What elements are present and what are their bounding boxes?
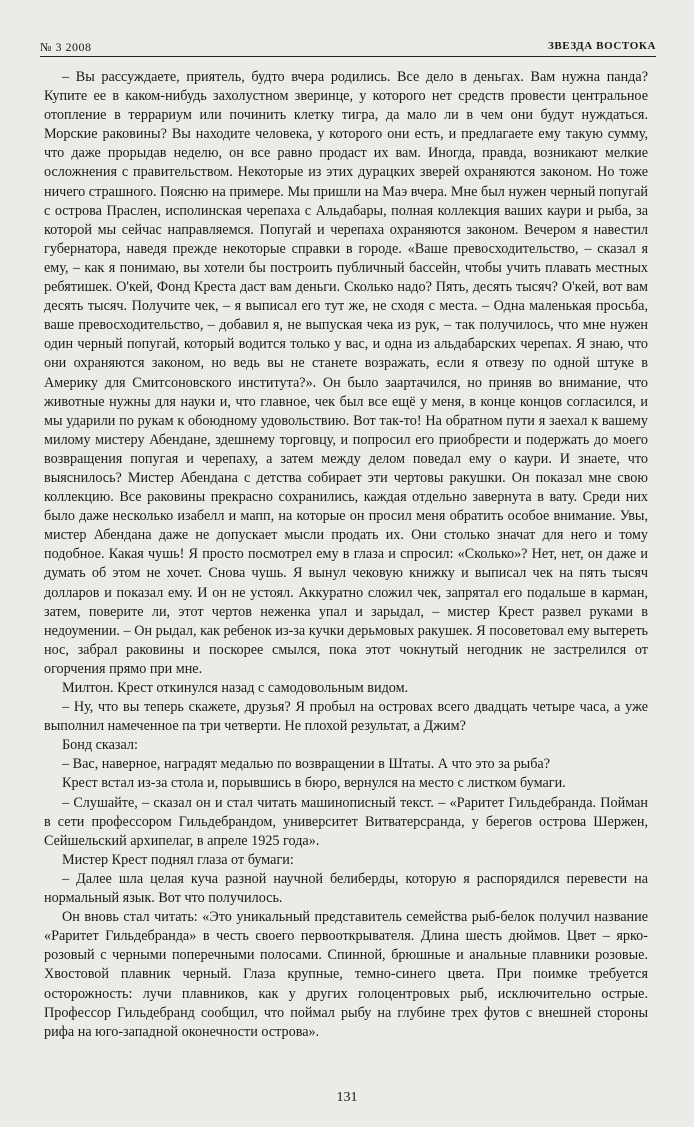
- paragraph: Милтон. Крест откинулся назад с самодовольным видом.: [62, 680, 409, 696]
- journal-title: ЗВЕЗДА ВОСТОКА: [547, 40, 656, 52]
- paragraph: Бонд сказал:: [62, 737, 138, 754]
- issue-number: № 3 2008: [40, 40, 92, 54]
- page-number: 131: [336, 1090, 358, 1105]
- running-header: [40, 40, 656, 57]
- paragraph: – Вы рассуждаете, приятель, будто вчера родились. Все дело в деньгах. Вам нужна панда? Купите ее в каком-нибудь захолустном зверинце, у которого нет средств провести центральное отопление в террариум или починить клетку тигра, да мало ли в чем они будут нуждаться. Морские раковины? Вы находите человека, у которого они есть, и предлагаете ему такую сумму, что даже прорыдав неделю, он все равно продаст их вам. Иногда, правда, возникают мелкие осложнения с правительством. Некоторые из этих дурацких зверей охраняются законом. Но тоже ничего страшного. Поясню на примере. Мы пришли на Маэ вчера. Мне был нужен черный попугай с острова Праслен, исполинская черепаха с Альдабары, полная коллекция ваших каури и рыба, за которой мы сейчас направляемся. Попугай и черепаха охраняются законом. Вечером я навестил губернатора, наведя прежде некоторые справки в городе. «Ваше превосходительство, – сказал я ему, – как я понимаю, вы хотели бы построить публичный бассейн, чтобы учить плавать местных ребятишек. О'кей, Фонд Креста даст вам деньги. Сколько надо? Пять, десять тысяч? О'кей, вот вам десять тысяч. Получите чек, – я выписал его тут же, не сходя с места. – Одна маленькая просьба, ваше превосходительство, – добавил я, не выпуская чека из рук, – так получилось, что мне нужен один черный попугай, который водится только у вас, и одна из альдабарских черепах. Я знаю, что они охраняются законом, но ведь вы не станете возражать, если я отвезу по одной штуке в Америку для Смитсоновского института?». Он было заартачился, но приняв во внимание, что животные нужны для науки и, что главное, чек был все ещё у меня, в конце концов согласился, и мы ударили по рукам к обоюдному удовольствию. Вот так-то! На обратном пути я заехал к вашему милому мистеру Абендане, здешнему торговцу, и попросил его приобрести и подержать до моего возвращения попугая и черепаху, а затем между делом поведал ему о каури. И знаете, что выяснилось? Мистер Абендана с детства собирает эти чертовы ракушки. Он показал мне свою коллекцию. Все раковины прекрасно сохранились, каждая отдельно завернута в вату. Среди них было даже несколько изабелл и мапп, на которые он просил меня обратить особое внимание. Увы, мистер Абендана даже не допускает мысли продать их. Они столько значат для него и тому подобное. Какая чушь! Я просто посмотрел ему в глаза и спросил: «Сколько»? Нет, нет, он даже и думать об этом не хочет. Снова чушь. Я вынул чековую книжку и выписал чек на пять тысяч долларов и показал ему. И он не устоял. Аккуратно сложил чек, запрятал его подальше в карман, затем, поверите ли, этот чертов неженка упал и зарыдал, – мистер Крест развел руками в недоумении. – Он рыдал, как ребенок из-за кучки дерьмовых ракушек. Я посоветовал ему вытереть нос, забрал раковины и поскорее смылся, пока этот чокнутый негодник не застрелился от огорчения прямо при мне.: [44, 69, 648, 677]
- paragraph: – Ну, что вы теперь скажете, друзья? Я пробыл на островах всего двадцать четыре часа, а уже выполнил намеченное па три четверти. Не плохой результат, а Джим?: [44, 699, 648, 735]
- paragraph: Он вновь стал читать: «Это уникальный представитель семейства рыб-белок получил название «Раритет Гильдебранда» в честь своего первооткрывателя. Длина шесть дюймов. Цвет – ярко-розовый с черными поперечными полосами. Спинной, брюшные и анальные плавники розовые. Хвостовой плавник черный. Глаза крупные, темно-синего цвета. При поимке требуется осторожность: лучи плавников, как у других голоцентровых рыб, исключительно острые. Профессор Гильдебранд сообщил, что поймал рыбу на глубине трех футов с внешней стороны рифа на юго-западной оконечности острова».: [44, 909, 648, 1040]
- paragraph: Крест встал из-за стола и, порывшись в бюро, вернулся на место с листком бумаги.: [62, 775, 566, 792]
- paragraph: – Слушайте, – сказал он и стал читать машинописный текст. – «Раритет Гильдебранда. Пойман в сети профессором Гильдебрандом, университет Витватерсранда, у берегов острова Шержен, Сейшельский архипелаг, в апреле 1925 года».: [44, 794, 648, 849]
- article-body: [44, 68, 648, 1042]
- paragraph: – Вас, наверное, наградят медалью по возвращении в Штаты. А что это за рыба?: [62, 756, 551, 773]
- paragraph: Мистер Крест поднял глаза от бумаги:: [62, 851, 294, 868]
- paragraph: – Далее шла целая куча разной научной белиберды, которую я распорядился перевести на нормальный язык. Вот что получилось.: [44, 870, 648, 907]
